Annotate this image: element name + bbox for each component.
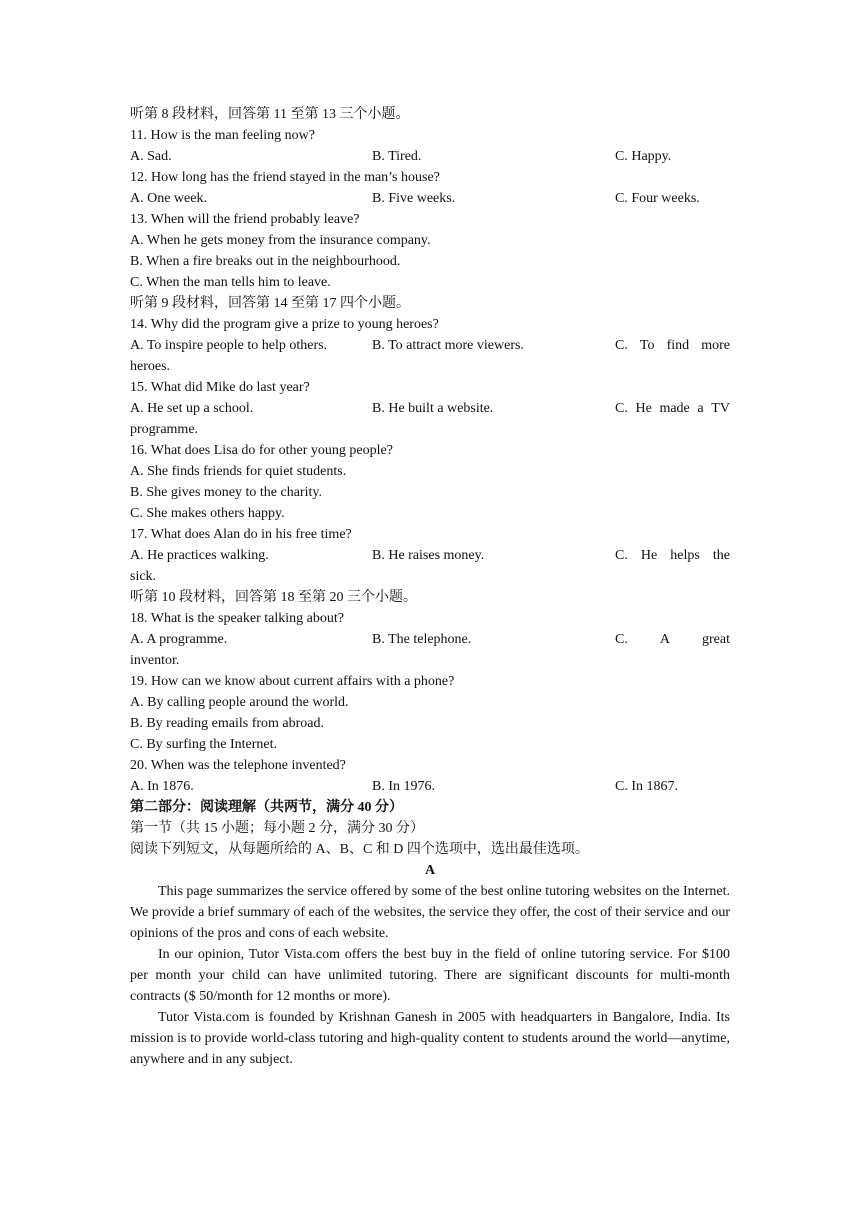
passage-paragraph: In our opinion, Tutor Vista.com offers the best buy in the field of online tutoring service. For $100 per month your child can have unlimited tutoring. There are significant discounts for multi-month contracts ($ 50/month for 12 months or more). [130,947,730,1004]
option-c: C. When the man tells him to leave. [130,275,331,290]
question-13-stem: 13. When will the friend probably leave? [130,212,360,227]
option-b: B. He raises money. [372,548,485,563]
passage-paragraph: Tutor Vista.com is founded by Krishnan Ganesh in 2005 with headquarters in Bangalore, India. Its mission is to provide world-class tutoring and high-quality content to students around the world—anytime, anywhere and in any subject. [130,1010,730,1067]
part-2-section-1: 第一节（共 15 小题；每小题 2 分，满分 30 分） [130,821,424,836]
option-c-word: C. [615,548,628,563]
question-20-options [130,776,730,797]
option-c: C. She makes others happy. [130,506,285,521]
option-a: A. Sad. [130,149,172,164]
section-9-intro: 听第 9 段材料，回答第 14 至第 17 四个小题。 [130,296,410,311]
question-11-stem: 11. How is the man feeling now? [130,128,315,143]
option-a: A. In 1876. [130,779,194,794]
option-c-word: helps [670,548,700,563]
part-2-heading: 第二部分：阅读理解（共两节，满分 40 分） [130,800,403,815]
option-c-continuation: sick. [130,569,157,584]
question-15-stem: 15. What did Mike do last year? [130,380,310,395]
option-c-continuation: programme. [130,422,199,437]
option-a: A. When he gets money from the insurance company. [130,233,431,248]
option-c-word: He [635,401,652,416]
option-c: C. Happy. [615,149,672,164]
option-c: C. Four weeks. [615,191,700,206]
option-c-continuation: heroes. [130,359,171,374]
question-14-stem: 14. Why did the program give a prize to young heroes? [130,317,439,332]
option-a: A. To inspire people to help others. [130,338,328,353]
passage-paragraph: This page summarizes the service offered by some of the best online tutoring websites on the Internet. We provide a brief summary of each of the websites, the service they offer, the cost of their service and our opinions of the pros and cons of each website. [130,884,730,941]
option-c-word: TV [711,401,730,416]
option-c: C. By surfing the Internet. [130,737,277,752]
option-c-word: C. [615,632,628,647]
option-b: B. When a fire breaks out in the neighbourhood. [130,254,401,269]
option-c [615,545,730,566]
option-c-word: a [697,401,704,416]
question-20-stem: 20. When was the telephone invented? [130,758,346,773]
passage-title: A [424,863,436,878]
section-10-intro: 听第 10 段材料，回答第 18 至第 20 三个小题。 [130,590,417,605]
option-c-word: more [701,338,730,353]
option-c [615,398,730,419]
option-b: B. The telephone. [372,632,472,647]
option-c-continuation: inventor. [130,653,180,668]
option-c [615,335,730,356]
question-15-options [130,398,730,419]
option-b: B. By reading emails from abroad. [130,716,325,731]
option-b: B. Tired. [372,149,422,164]
option-c-word: the [712,548,730,563]
option-b: B. To attract more viewers. [372,338,524,353]
option-a: A. He practices walking. [130,548,269,563]
option-c: C. In 1867. [615,779,678,794]
option-a: A. She finds friends for quiet students. [130,464,347,479]
option-a: A. He set up a school. [130,401,254,416]
option-c-word: find [666,338,690,353]
question-19-stem: 19. How can we know about current affairs with a phone? [130,674,455,689]
question-12-options [130,188,730,209]
question-18-stem: 18. What is the speaker talking about? [130,611,344,626]
question-16-stem: 16. What does Lisa do for other young people? [130,443,393,458]
question-17-stem: 17. What does Alan do in his free time? [130,527,352,542]
question-17-options [130,545,730,566]
option-a: A. A programme. [130,632,228,647]
option-b: B. In 1976. [372,779,435,794]
option-b: B. He built a website. [372,401,494,416]
document-content [130,104,730,1070]
option-a: A. By calling people around the world. [130,695,349,710]
option-c-word: C. [615,401,628,416]
option-c [615,629,730,650]
question-12-stem: 12. How long has the friend stayed in the man’s house? [130,170,440,185]
option-b: B. Five weeks. [372,191,456,206]
option-c-word: great [702,632,730,647]
question-11-options [130,146,730,167]
section-8-intro: 听第 8 段材料，回答第 11 至第 13 三个小题。 [130,107,410,122]
option-c-word: made [659,401,690,416]
option-c-word: C. [615,338,628,353]
question-14-options [130,335,730,356]
option-c-word: To [639,338,655,353]
option-a: A. One week. [130,191,207,206]
option-b: B. She gives money to the charity. [130,485,322,500]
part-2-instruction: 阅读下列短文，从每题所给的 A、B、C 和 D 四个选项中，选出最佳选项。 [130,842,589,857]
question-18-options [130,629,730,650]
option-c-word: A [659,632,670,647]
option-c-word: He [640,548,658,563]
